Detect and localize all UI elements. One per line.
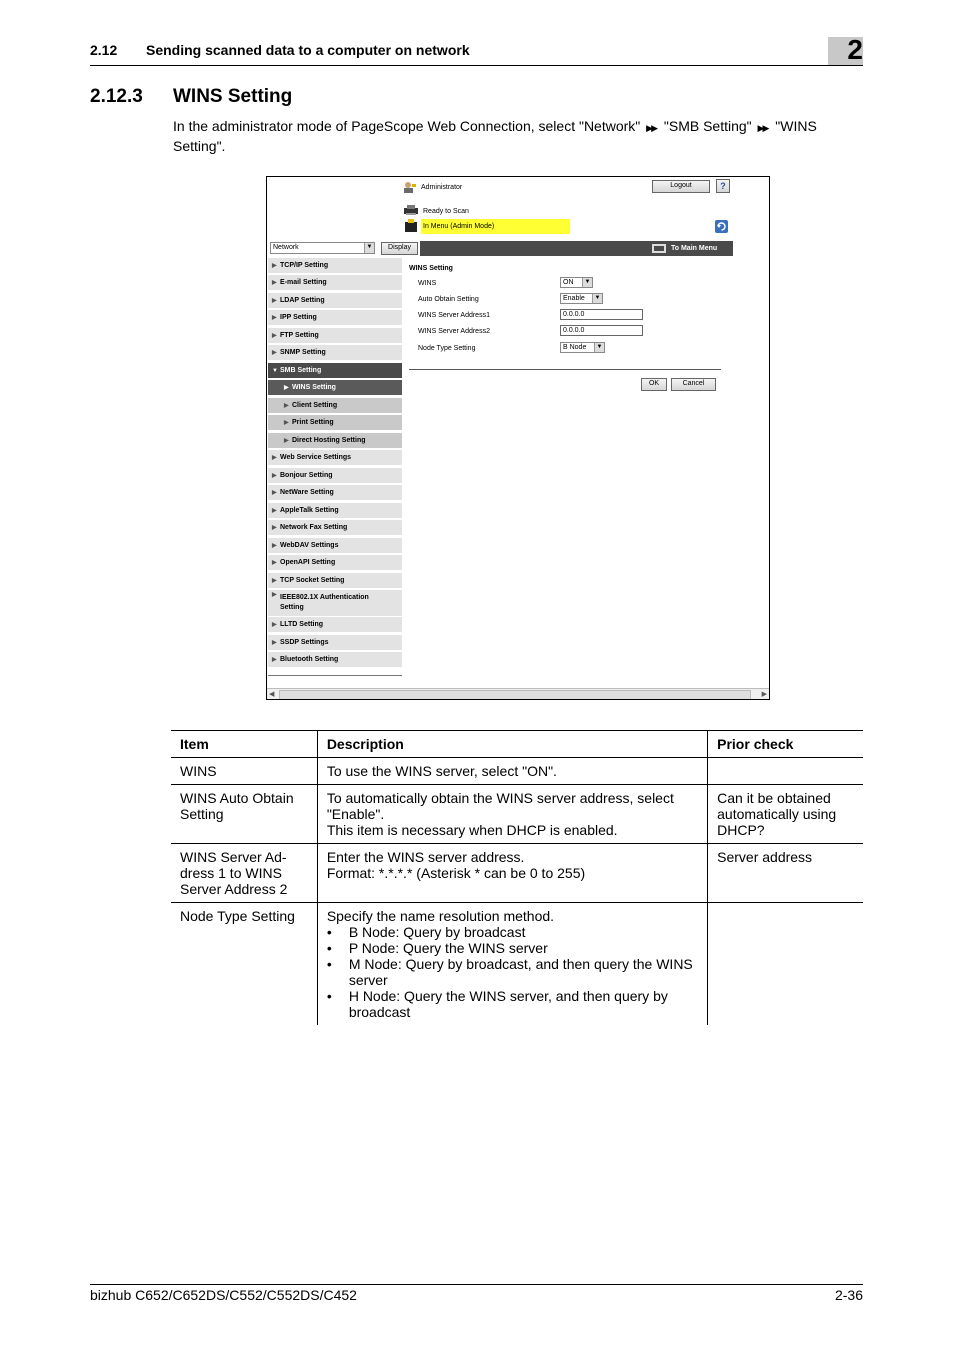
nav-item[interactable]: ▶ LDAP Setting <box>268 293 402 309</box>
cell-prior-check <box>708 903 863 1026</box>
wins-server-address2-input[interactable]: 0.0.0.0 <box>560 325 643 336</box>
col-header-item: Item <box>171 731 317 758</box>
triangle-down-icon: ▼ <box>272 368 278 374</box>
settings-table <box>171 730 863 1025</box>
nav-item[interactable]: ▶ TCP Socket Setting <box>268 573 402 589</box>
cell-prior-check: Can it be obtained automatically using DHCP? <box>708 785 863 844</box>
nav-item[interactable]: ▶ IEEE802.1X Authentication Setting <box>268 590 402 617</box>
intro-paragraph <box>173 117 863 155</box>
triangle-right-icon: ▶ <box>272 455 277 461</box>
auto-obtain-select[interactable]: Enable ▼ <box>560 293 603 304</box>
wins-select[interactable]: ON ▼ <box>560 277 593 288</box>
triangle-right-icon: ▶ <box>284 385 289 391</box>
web-connection-screenshot <box>266 176 770 700</box>
cell-item: WINS Auto Obtain Setting <box>171 785 317 844</box>
chevron-down-icon: ▼ <box>582 278 592 287</box>
nav-subitem[interactable]: ▶ Direct Hosting Setting <box>268 433 402 449</box>
nav-item[interactable]: ▶ SSDP Settings <box>268 635 402 651</box>
triangle-right-icon: ▶ <box>272 333 277 339</box>
cell-description: To automatically obtain the WINS server address, select "Enable". This item is necessary when DHCP is enabled. <box>317 785 707 844</box>
triangle-right-icon: ▶ <box>272 263 277 269</box>
triangle-right-icon: ▶ <box>272 657 277 663</box>
cell-description: Specify the name resolution method. • B Node: Query by broadcast • P Node: Query the WINS server • M Node: Query by broadcast, and then query the WINS server • H Node: Query the WINS server, and then query by broadcast <box>317 903 707 1026</box>
nav-item[interactable]: ▶ Network Fax Setting <box>268 520 402 536</box>
device-icon <box>403 219 419 233</box>
intro-text-3: "WINS Setting". <box>173 118 817 154</box>
nav-item[interactable]: ▶ NetWare Setting <box>268 485 402 501</box>
cell-prior-check <box>708 758 863 785</box>
administrator-icon <box>403 181 417 193</box>
chevron-down-icon: ▼ <box>592 294 602 303</box>
double-arrow-icon: ▶▶ <box>646 123 656 133</box>
list-item: • M Node: Query by broadcast, and then query the WINS server <box>349 956 698 988</box>
list-item: • B Node: Query by broadcast <box>349 924 698 940</box>
table-row <box>171 758 863 785</box>
triangle-right-icon: ▶ <box>272 543 277 549</box>
wins-server-address1-input[interactable]: 0.0.0.0 <box>560 309 643 320</box>
form-divider <box>409 369 721 370</box>
chevron-down-icon: ▼ <box>364 243 374 253</box>
nav-item-smb-setting[interactable]: ▼ SMB Setting <box>268 363 402 379</box>
nav-item[interactable]: ▶ WebDAV Settings <box>268 538 402 554</box>
cell-description: Enter the WINS server address. Format: *.*.*.* (Asterisk * can be 0 to 255) <box>317 844 707 903</box>
cell-item: WINS <box>171 758 317 785</box>
col-header-description: Description <box>317 731 707 758</box>
running-header-section-number: 2.12 <box>90 42 118 58</box>
triangle-right-icon: ▶ <box>272 622 277 628</box>
nav-item[interactable]: ▶ Bonjour Setting <box>268 468 402 484</box>
nav-item[interactable]: ▶ Web Service Settings <box>268 450 402 466</box>
scroll-right-icon[interactable]: ▶ <box>761 691 767 698</box>
chevron-down-icon: ▼ <box>594 343 604 352</box>
list-item: • P Node: Query the WINS server <box>349 940 698 956</box>
nav-item[interactable]: ▶ AppleTalk Setting <box>268 503 402 519</box>
intro-text-1: In the administrator mode of PageScope Web Connection, select "Network" <box>173 118 641 134</box>
table-row <box>171 785 863 844</box>
node-type-list <box>327 924 698 1020</box>
main-menu-icon <box>652 244 666 253</box>
running-header-title: Sending scanned data to a computer on network <box>146 42 470 58</box>
cell-description: To use the WINS server, select "ON". <box>317 758 707 785</box>
cell-item: WINS Server Ad-dress 1 to WINS Server Address 2 <box>171 844 317 903</box>
list-item: • H Node: Query the WINS server, and then query by broadcast <box>349 988 698 1020</box>
display-button[interactable]: Display <box>381 242 418 255</box>
cancel-button[interactable]: Cancel <box>671 378 716 391</box>
header-rule <box>90 65 863 66</box>
table-row <box>171 903 863 1026</box>
to-main-menu-link[interactable]: To Main Menu <box>671 245 718 252</box>
nav-item[interactable]: ▶ E-mail Setting <box>268 275 402 291</box>
nav-item[interactable]: ▶ LLTD Setting <box>268 617 402 633</box>
triangle-right-icon: ▶ <box>272 350 277 356</box>
nav-subitem[interactable]: ▶ Client Setting <box>268 398 402 414</box>
footer-page-number: 2-36 <box>834 1287 863 1303</box>
nav-subitem[interactable]: ▶ Print Setting <box>268 415 402 431</box>
form-title: WINS Setting <box>409 265 453 272</box>
printer-icon <box>403 204 419 216</box>
status-ready-to-scan: Ready to Scan <box>423 208 469 215</box>
nav-item[interactable]: ▶ TCP/IP Setting <box>268 258 402 274</box>
cell-prior-check: Server address <box>708 844 863 903</box>
refresh-icon[interactable] <box>715 220 728 233</box>
logout-button[interactable]: Logout <box>652 180 710 193</box>
help-icon[interactable]: ? <box>716 179 730 193</box>
triangle-right-icon: ▶ <box>272 560 277 566</box>
category-select-value: Network <box>273 244 299 251</box>
triangle-right-icon: ▶ <box>272 640 277 646</box>
col-header-prior-check: Prior check <box>708 731 863 758</box>
nav-item[interactable]: ▶ SNMP Setting <box>268 345 402 361</box>
triangle-right-icon: ▶ <box>272 280 277 286</box>
nav-subitem-wins-setting[interactable]: ▶ WINS Setting <box>268 380 402 396</box>
cell-item: Node Type Setting <box>171 903 317 1026</box>
administrator-label: Administrator <box>421 184 463 191</box>
auto-obtain-label: Auto Obtain Setting <box>418 296 479 303</box>
nav-item[interactable]: ▶ IPP Setting <box>268 310 402 326</box>
scroll-left-icon[interactable]: ◀ <box>269 691 275 698</box>
wins-server-address1-label: WINS Server Address1 <box>418 312 490 319</box>
wins-label: WINS <box>418 280 437 287</box>
footer-rule <box>90 1284 863 1285</box>
triangle-right-icon: ▶ <box>284 438 289 444</box>
scrollbar-thumb[interactable] <box>279 690 751 700</box>
footer-model: bizhub C652/C652DS/C552/C552DS/C452 <box>90 1287 357 1303</box>
node-type-select[interactable]: B Node ▼ <box>560 342 605 353</box>
nav-item[interactable]: ▶ FTP Setting <box>268 328 402 344</box>
triangle-right-icon: ▶ <box>272 473 277 479</box>
triangle-right-icon: ▶ <box>272 490 277 496</box>
triangle-right-icon: ▶ <box>272 298 277 304</box>
double-arrow-icon: ▶▶ <box>757 123 768 133</box>
section-number: 2.12.3 <box>90 86 143 107</box>
nav-bottom-rule <box>268 675 402 676</box>
ok-button[interactable]: OK <box>641 378 667 391</box>
nav-item[interactable]: ▶ OpenAPI Setting <box>268 555 402 571</box>
horizontal-scrollbar[interactable] <box>267 688 769 700</box>
triangle-right-icon: ▶ <box>272 525 277 531</box>
triangle-right-icon: ▶ <box>272 592 277 598</box>
nav-item[interactable]: ▶ Bluetooth Setting <box>268 652 402 668</box>
table-row <box>171 844 863 903</box>
table-header-row <box>171 731 863 758</box>
triangle-right-icon: ▶ <box>272 315 277 321</box>
chapter-number: 2 <box>847 34 863 65</box>
wins-server-address2-label: WINS Server Address2 <box>418 328 490 335</box>
intro-text-2: "SMB Setting" <box>663 118 752 134</box>
section-title: WINS Setting <box>173 86 293 107</box>
node-type-label: Node Type Setting <box>418 345 476 352</box>
triangle-right-icon: ▶ <box>272 508 277 514</box>
status-admin-mode: In Menu (Admin Mode) <box>421 219 570 234</box>
triangle-right-icon: ▶ <box>272 578 277 584</box>
triangle-right-icon: ▶ <box>284 420 289 426</box>
triangle-right-icon: ▶ <box>284 403 289 409</box>
category-select[interactable] <box>270 242 375 254</box>
